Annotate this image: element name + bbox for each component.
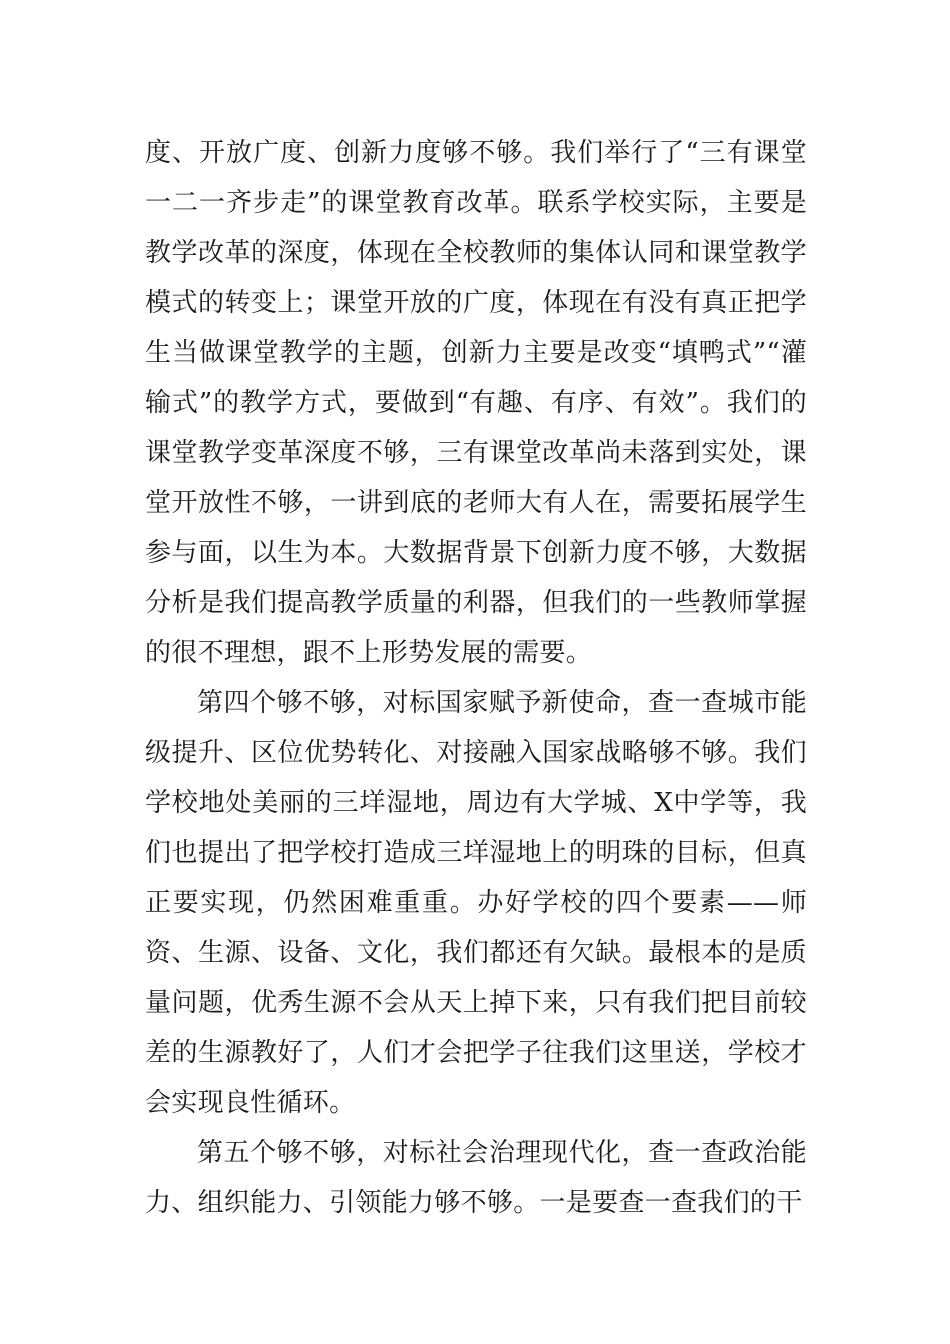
paragraph-2: 第四个够不够，对标国家赋予新使命，查一查城市能级提升、区位优势转化、对接融入国家战略够不够。我们学校地处美丽的三垟湿地，周边有大学城、X中学等，我们也提出了把学校打造成三垟湿地上的明珠的目标，但真正要实现，仍然困难重重。办好学校的四个要素——师资、生源、设备、文化，我们都还有欠缺。最根本的是质量问题，优秀生源不会从天上掉下来，只有我们把目前较差的生源教好了，人们才会把学子往我们这里送，学校才会实现良性循环。 (145, 688, 807, 1118)
paragraph-1: 度、开放广度、创新力度够不够。我们举行了“三有课堂一二一齐步走”的课堂教育改革。联系学校实际，主要是教学改革的深度，体现在全校教师的集体认同和课堂教学模式的转变上；课堂开放的广度，体现在有没有真正把学生当做课堂教学的主题，创新力主要是改变“填鸭式”“灌输式”的教学方式，要做到“有趣、有序、有效”。我们的课堂教学变革深度不够，三有课堂改革尚未落到实处，课堂开放性不够，一讲到底的老师大有人在，需要拓展学生参与面，以生为本。大数据背景下创新力度不够，大数据分析是我们提高教学质量的利器，但我们的一些教师掌握的很不理想，跟不上形势发展的需要。 (145, 138, 807, 668)
paragraph-3: 第五个够不够，对标社会治理现代化，查一查政治能力、组织能力、引领能力够不够。一是要查一查我们的干 (145, 1138, 807, 1218)
body-text (145, 128, 807, 1228)
